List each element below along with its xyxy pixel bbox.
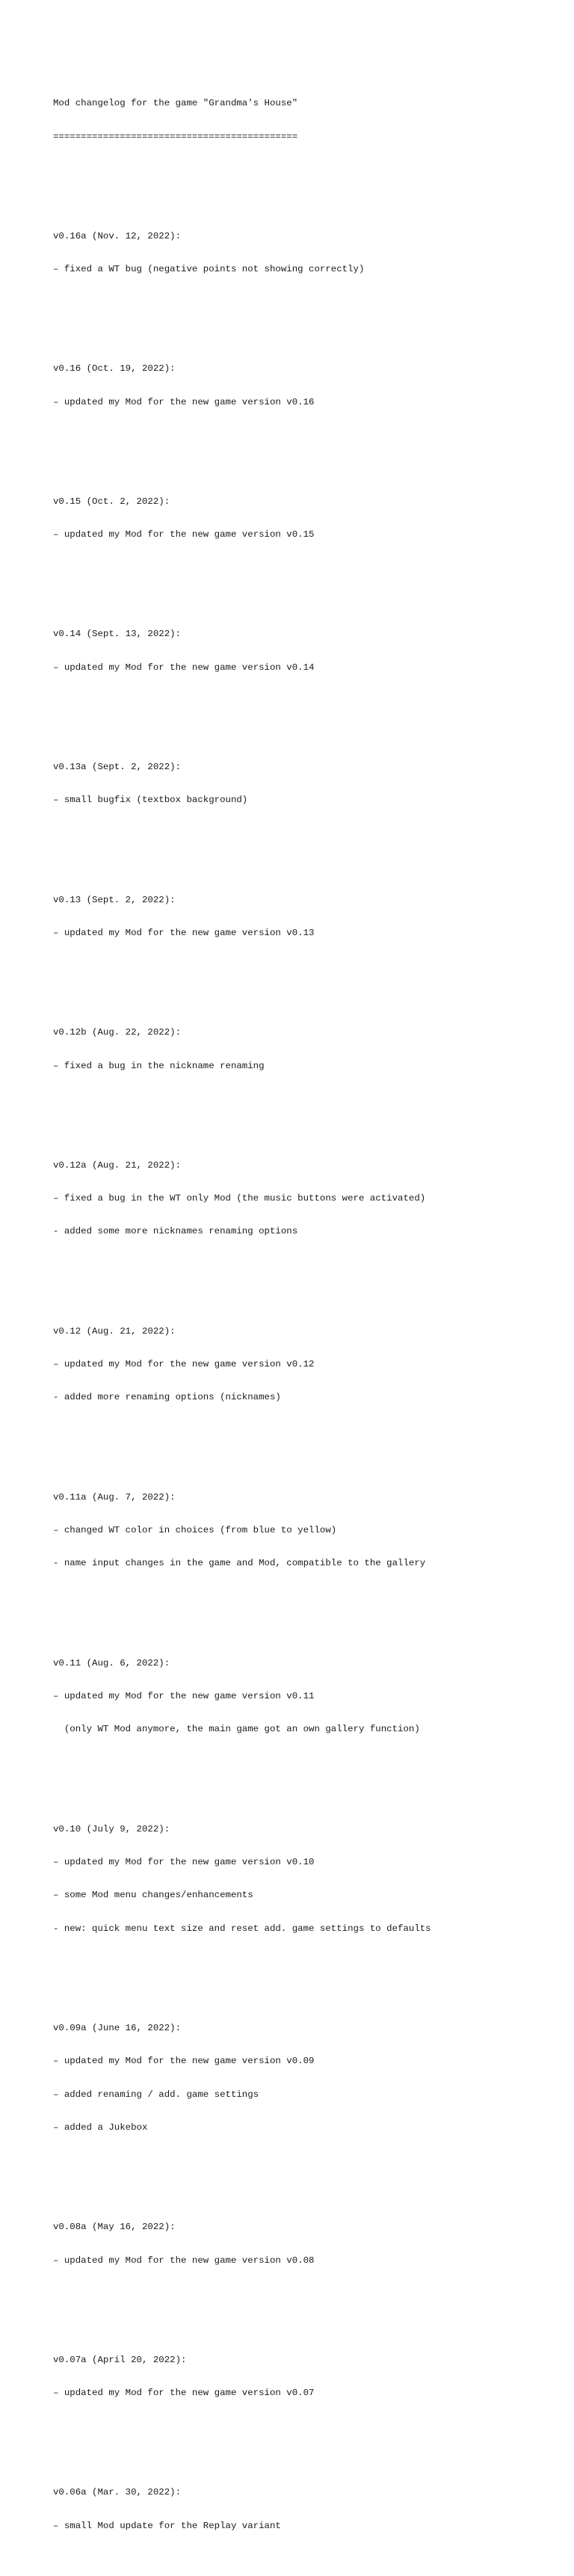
entry-heading: v0.12a (Aug. 21, 2022):: [53, 1159, 182, 1171]
changelog-entry: [53, 2332, 569, 2421]
entry-heading: v0.11 (Aug. 6, 2022):: [53, 1657, 170, 1668]
entry-heading: v0.16 (Oct. 19, 2022):: [53, 363, 176, 375]
entry-line: – some Mod menu changes/enhancements: [53, 1890, 253, 1901]
entry-heading: v0.14 (Sept. 13, 2022):: [53, 629, 182, 640]
entry-heading: v0.13a (Sept. 2, 2022):: [53, 762, 182, 772]
entry-line: – fixed a WT bug (negative points not showing correctly): [53, 264, 365, 275]
entry-heading: v0.09a (June 16, 2022):: [53, 2022, 182, 2033]
changelog-entry: [53, 474, 569, 562]
entry-line: – updated my Mod for the new game version v0.07: [53, 2388, 315, 2399]
entry-line: – updated my Mod for the new game version v0.10: [53, 1856, 315, 1867]
entry-line: – updated my Mod for the new game version v0.08: [53, 2255, 315, 2266]
entry-line: – updated my Mod for the new game version v0.09: [53, 2056, 315, 2067]
entry-line: – updated my Mod for the new game version v0.13: [53, 927, 315, 938]
entry-heading: v0.08a (May 16, 2022):: [53, 2222, 176, 2233]
entry-line: (only WT Mod anymore, the main game got an own gallery function): [53, 1724, 420, 1735]
entry-heading: v0.16a (Nov. 12, 2022):: [53, 230, 182, 241]
changelog-entry: [53, 2000, 569, 2155]
entry-heading: v0.15 (Oct. 2, 2022):: [53, 496, 170, 507]
entry-line: – updated my Mod for the new game version v0.14: [53, 662, 315, 673]
entry-line: – added renaming / add. game settings: [53, 2089, 259, 2100]
changelog-entry: [53, 1636, 569, 1757]
changelog-entry: [53, 2465, 569, 2554]
entry-heading: v0.10 (July 9, 2022):: [53, 1823, 170, 1834]
entry-line: - name input changes in the game and Mod, compatible to the gallery: [53, 1558, 426, 1569]
changelog-entry: [53, 209, 569, 297]
entry-line: – changed WT color in choices (from blue to yellow): [53, 1524, 337, 1535]
entry-line: – fixed a bug in the WT only Mod (the music buttons were activated): [53, 1193, 426, 1204]
entry-line: – added a Jukebox: [53, 2122, 148, 2133]
entry-heading: v0.11a (Aug. 7, 2022):: [53, 1491, 176, 1503]
entry-heading: v0.12 (Aug. 21, 2022):: [53, 1325, 176, 1337]
entry-line: – small bugfix (textbox background): [53, 795, 248, 806]
changelog-entry: [53, 2200, 569, 2288]
changelog-entry: [53, 1138, 569, 1260]
changelog-entry: [53, 342, 569, 430]
entry-line: - new: quick menu text size and reset add. game settings to defaults: [53, 1923, 431, 1934]
title-underline: ============================================: [53, 131, 298, 142]
entry-line: – updated my Mod for the new game version v0.16: [53, 396, 315, 407]
entry-line: – updated my Mod for the new game version v0.15: [53, 529, 315, 540]
document-header: [53, 76, 569, 164]
entry-line: - added more renaming options (nicknames): [53, 1392, 281, 1403]
changelog-entry: [53, 607, 569, 695]
changelog-entry: [53, 1802, 569, 1956]
entry-line: – updated my Mod for the new game version v0.11: [53, 1690, 315, 1701]
entry-heading: v0.12b (Aug. 22, 2022):: [53, 1027, 182, 1038]
changelog-entry: [53, 1005, 569, 1094]
changelog-document: [53, 54, 569, 2576]
entry-line: – fixed a bug in the nickname renaming: [53, 1060, 265, 1071]
entry-line: - added some more nicknames renaming options: [53, 1226, 298, 1237]
entry-heading: v0.13 (Sept. 2, 2022):: [53, 894, 176, 905]
changelog-entry: [53, 1470, 569, 1591]
entry-heading: v0.06a (Mar. 30, 2022):: [53, 2487, 182, 2498]
document-title: Mod changelog for the game "Grandma's House": [53, 98, 298, 109]
changelog-entry: [53, 872, 569, 961]
changelog-entry: [53, 739, 569, 828]
entry-line: – small Mod update for the Replay variant: [53, 2520, 281, 2531]
changelog-entry: [53, 1304, 569, 1426]
entry-line: – updated my Mod for the new game version v0.12: [53, 1359, 315, 1370]
entry-heading: v0.07a (April 20, 2022):: [53, 2354, 187, 2365]
